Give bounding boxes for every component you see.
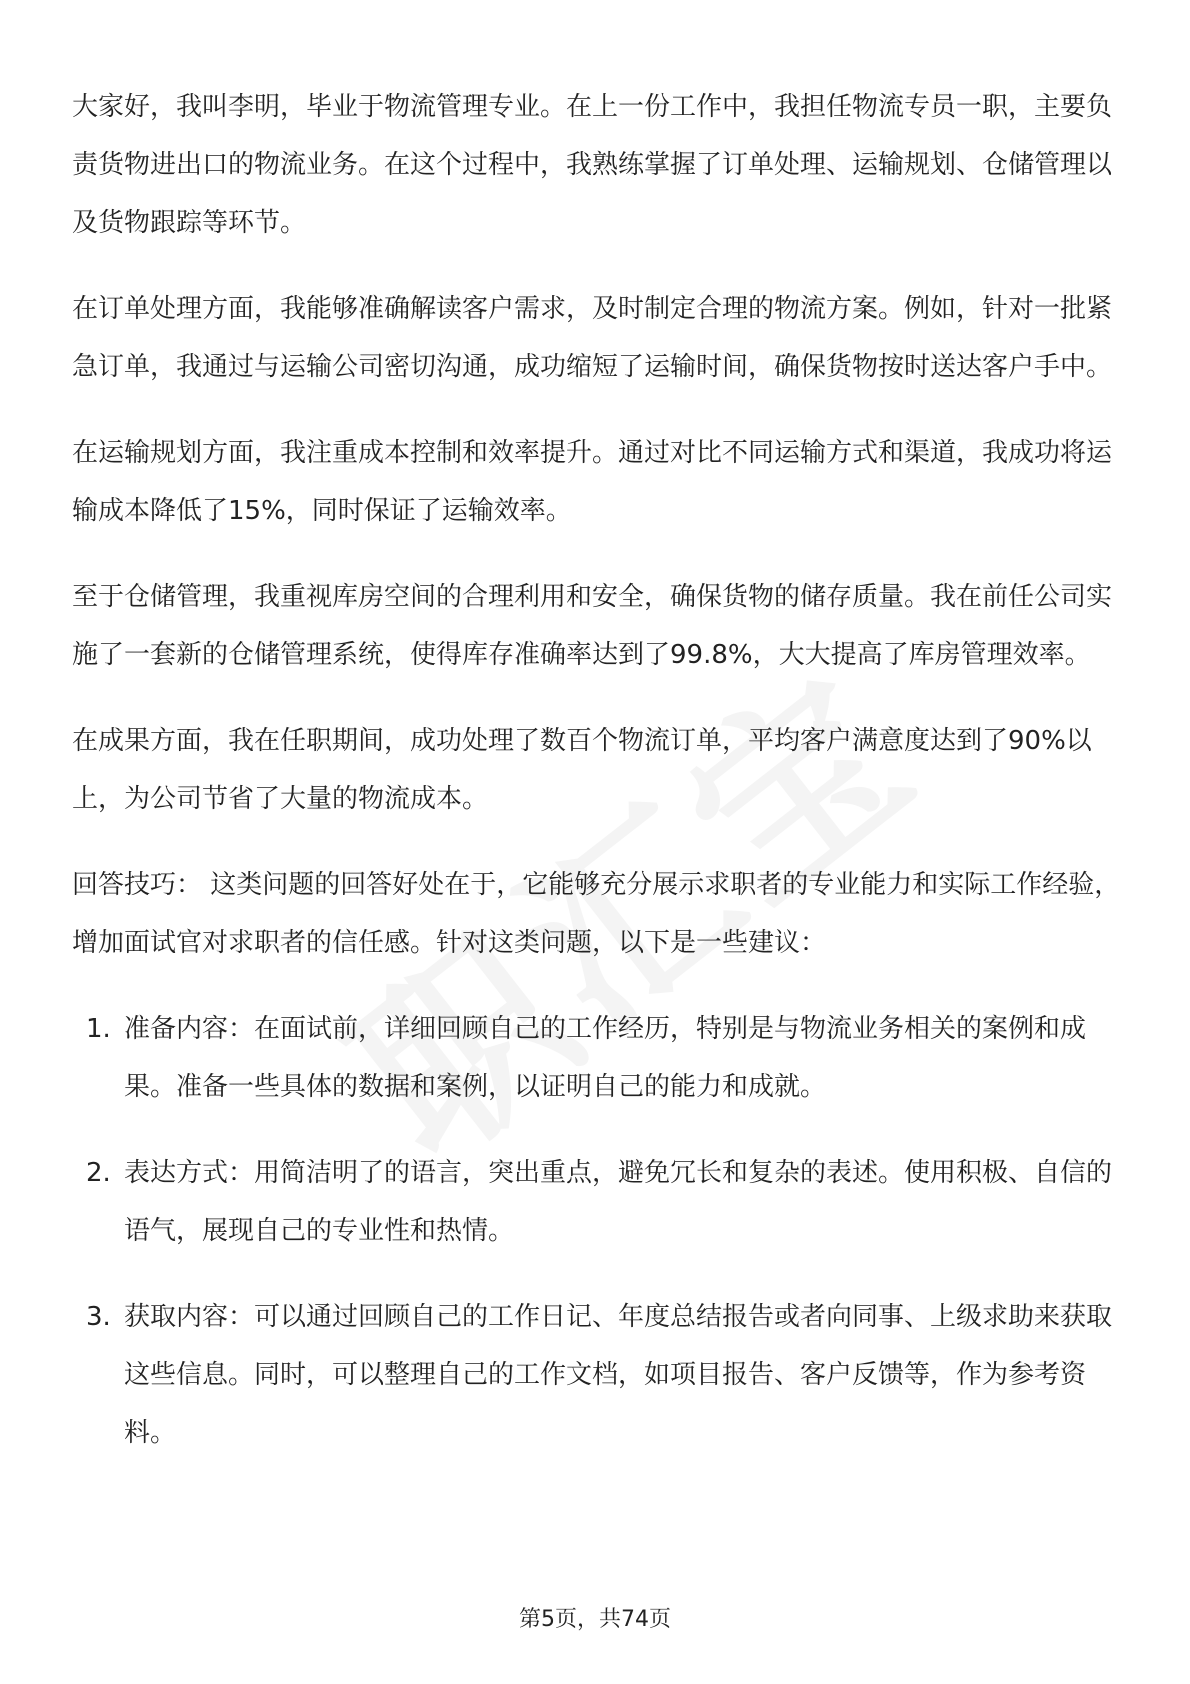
list-item-text: 表达方式：用简洁明了的语言，突出重点，避免冗长和复杂的表述。使用积极、自信的语气，展现自己的专业性和热情。	[124, 1158, 1113, 1246]
document-body	[72, 78, 1122, 1490]
list-item-number: 2.	[86, 1158, 111, 1188]
list-item-number: 1.	[86, 1014, 111, 1044]
paragraph-transport-planning: 在运输规划方面，我注重成本控制和效率提升。通过对比不同运输方式和渠道，我成功将运输成本降低了15%，同时保证了运输效率。	[72, 438, 1113, 526]
paragraph-achievements: 在成果方面，我在任职期间，成功处理了数百个物流订单，平均客户满意度达到了90%以上，为公司节省了大量的物流成本。	[72, 726, 1092, 814]
tips-list	[72, 1000, 1122, 1462]
paragraph-warehouse-management: 至于仓储管理，我重视库房空间的合理利用和安全，确保货物的储存质量。我在前任公司实施了一套新的仓储管理系统，使得库存准确率达到了99.8%，大大提高了库房管理效率。	[72, 582, 1113, 670]
list-item	[72, 1288, 1122, 1462]
list-item-text: 获取内容：可以通过回顾自己的工作日记、年度总结报告或者向同事、上级求助来获取这些信息。同时，可以整理自己的工作文档，如项目报告、客户反馈等，作为参考资料。	[124, 1302, 1113, 1448]
list-item-number: 3.	[86, 1302, 111, 1332]
paragraph-order-processing: 在订单处理方面，我能够准确解读客户需求，及时制定合理的物流方案。例如，针对一批紧急订单，我通过与运输公司密切沟通，成功缩短了运输时间，确保货物按时送达客户手中。	[72, 294, 1113, 382]
paragraph-answer-tips: 回答技巧： 这类问题的回答好处在于，它能够充分展示求职者的专业能力和实际工作经验，增加面试官对求职者的信任感。针对这类问题，以下是一些建议：	[72, 870, 1121, 958]
list-item	[72, 1000, 1122, 1116]
page-number-footer: 第5页，共74页	[519, 1607, 671, 1632]
list-item-text: 准备内容：在面试前，详细回顾自己的工作经历，特别是与物流业务相关的案例和成果。准备一些具体的数据和案例，以证明自己的能力和成就。	[124, 1014, 1087, 1102]
list-item	[72, 1144, 1122, 1260]
paragraph-intro: 大家好，我叫李明，毕业于物流管理专业。在上一份工作中，我担任物流专员一职，主要负责货物进出口的物流业务。在这个过程中，我熟练掌握了订单处理、运输规划、仓储管理以及货物跟踪等环节。	[72, 92, 1113, 238]
